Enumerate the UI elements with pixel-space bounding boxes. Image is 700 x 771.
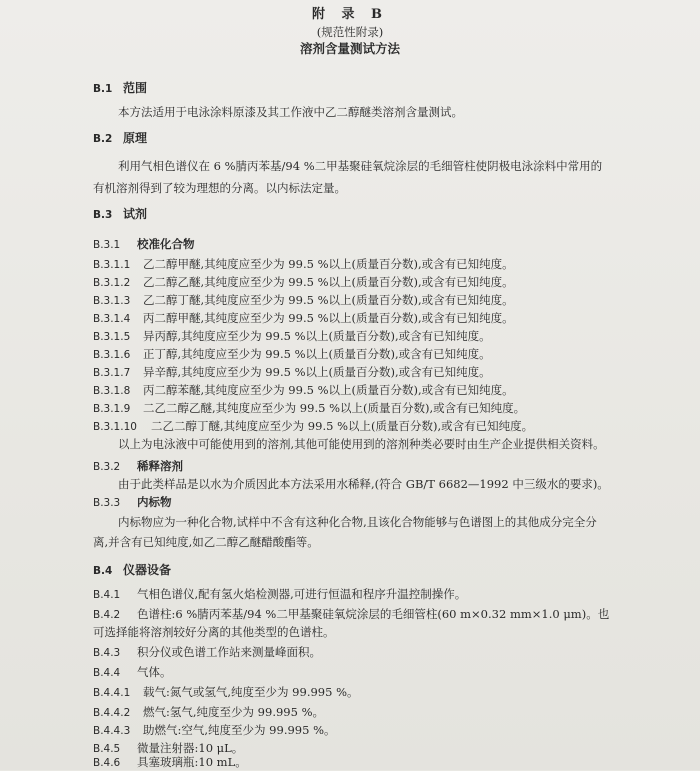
item-text: 丙二醇苯醚,其纯度应至少为 99.5 %以上(质量百分数),或含有已知纯度。	[143, 383, 514, 397]
subsection-number: B.3.3	[93, 497, 121, 509]
section-heading-b1	[93, 80, 147, 97]
item-number: B.4.2	[93, 609, 121, 621]
item-number: B.4.4.3	[93, 725, 131, 737]
list-item	[93, 346, 491, 363]
list-item	[93, 328, 491, 345]
subsection-number: B.3.2	[93, 461, 121, 473]
item-number: B.3.1.3	[93, 295, 131, 307]
item-number: B.4.6	[93, 757, 121, 769]
paragraph-b2-line1: 利用气相色谱仪在 6 %腈丙苯基/94 %二甲基聚硅氧烷涂层的毛细管柱使阴极电泳涂料中常用的	[118, 159, 603, 173]
item-text: 二乙二醇乙醚,其纯度应至少为 99.5 %以上(质量百分数),或含有已知纯度。	[143, 401, 526, 415]
item-text: 异丙醇,其纯度应至少为 99.5 %以上(质量百分数),或含有已知纯度。	[143, 329, 491, 343]
item-number: B.3.1.10	[93, 421, 137, 433]
subsection-b3-1	[93, 236, 195, 253]
list-item	[93, 664, 172, 681]
section-title: 原理	[123, 131, 148, 145]
list-item	[93, 722, 336, 739]
paragraph-b3-3-line1: 内标物应为一种化合物,试样中不含有这种化合物,且该化合物能够与色谱图上的其他成分完全分	[118, 515, 597, 529]
item-number: B.4.4.1	[93, 687, 131, 699]
item-number: B.3.1.2	[93, 277, 131, 289]
paragraph-b3-2: 由于此类样品是以水为介质因此本方法采用水稀释,(符合 GB/T 6682—1992 中三级水的要求)。	[118, 477, 609, 491]
paragraph-b1: 本方法适用于电泳涂料原漆及其工作液中乙二醇醚类溶剂含量测试。	[118, 105, 463, 119]
item-text: 气相色谱仪,配有氢火焰检测器,可进行恒温和程序升温控制操作。	[137, 587, 467, 601]
section-number: B.1	[93, 83, 113, 95]
section-title: 范围	[123, 81, 148, 95]
section-title: 仪器设备	[123, 563, 172, 577]
item-text: 积分仪或色谱工作站来测量峰面积。	[137, 645, 321, 659]
item-text: 乙二醇甲醚,其纯度应至少为 99.5 %以上(质量百分数),或含有已知纯度。	[143, 257, 514, 271]
subsection-b3-3	[93, 494, 172, 511]
item-text: 助燃气:空气,纯度至少为 99.995 %。	[143, 723, 336, 737]
appendix-title: 附 录 B	[311, 7, 389, 22]
list-item	[93, 754, 247, 771]
item-text: 微量注射器:10 μL。	[137, 741, 244, 755]
list-item	[93, 684, 359, 701]
item-text: 色谱柱:6 %腈丙苯基/94 %二甲基聚硅氧烷涂层的毛细管柱(60 m×0.32 mm×1.0 μm)。也	[137, 607, 610, 621]
list-item	[93, 310, 514, 327]
item-number: B.3.1.8	[93, 385, 131, 397]
section-number: B.4	[93, 565, 113, 577]
item-text: 异辛醇,其纯度应至少为 99.5 %以上(质量百分数),或含有已知纯度。	[143, 365, 491, 379]
list-item	[93, 364, 491, 381]
item-number: B.4.5	[93, 743, 121, 755]
subsection-title: 稀释溶剂	[137, 459, 183, 473]
list-item	[93, 274, 514, 291]
section-heading-b2	[93, 130, 147, 147]
item-number: B.4.4.2	[93, 707, 131, 719]
item-text: 乙二醇乙醚,其纯度应至少为 99.5 %以上(质量百分数),或含有已知纯度。	[143, 275, 514, 289]
subsection-title: 校准化合物	[137, 237, 195, 251]
item-number: B.3.1.1	[93, 259, 131, 271]
list-item	[93, 606, 609, 623]
note-paragraph: 以上为电泳液中可能使用到的溶剂,其他可能使用到的溶剂种类必要时由生产企业提供相关资料。	[118, 437, 605, 451]
paragraph-b2-line2: 有机溶剂得到了较为理想的分离。以内标法定量。	[93, 181, 346, 195]
item-text: 乙二醇丁醚,其纯度应至少为 99.5 %以上(质量百分数),或含有已知纯度。	[143, 293, 514, 307]
item-number: B.3.1.7	[93, 367, 131, 379]
item-text: 二乙二醇丁醚,其纯度应至少为 99.5 %以上(质量百分数),或含有已知纯度。	[151, 419, 534, 433]
subsection-b3-2	[93, 458, 183, 475]
item-text: 载气:氮气或氢气,纯度至少为 99.995 %。	[143, 685, 359, 699]
list-item	[93, 256, 514, 273]
item-number: B.3.1.5	[93, 331, 131, 343]
list-item	[93, 382, 514, 399]
item-text: 燃气:氢气,纯度至少为 99.995 %。	[143, 705, 325, 719]
section-number: B.2	[93, 133, 113, 145]
appendix-subtitle: (规范性附录)	[316, 25, 384, 39]
section-number: B.3	[93, 209, 113, 221]
list-item	[93, 400, 525, 417]
list-item	[93, 704, 324, 721]
item-continuation: 可选择能将溶剂较好分离的其他类型的色谱柱。	[93, 625, 335, 639]
item-text: 气体。	[137, 665, 172, 679]
subsection-number: B.3.1	[93, 239, 121, 251]
method-title: 溶剂含量测试方法	[299, 41, 400, 56]
item-text: 正丁醇,其纯度应至少为 99.5 %以上(质量百分数),或含有已知纯度。	[143, 347, 491, 361]
section-heading-b4	[93, 562, 171, 579]
item-text: 具塞玻璃瓶:10 mL。	[137, 755, 247, 769]
list-item	[93, 586, 466, 603]
paragraph-b3-3-line2: 离,并含有已知纯度,如乙二醇乙醚醋酸酯等。	[93, 535, 319, 549]
item-number: B.3.1.9	[93, 403, 131, 415]
item-number: B.4.1	[93, 589, 121, 601]
item-number: B.3.1.4	[93, 313, 131, 325]
item-number: B.3.1.6	[93, 349, 131, 361]
item-number: B.4.3	[93, 647, 121, 659]
appendix-header	[0, 0, 700, 58]
list-item	[93, 418, 533, 435]
subsection-title: 内标物	[137, 495, 172, 509]
section-title: 试剂	[123, 207, 148, 221]
section-heading-b3	[93, 206, 147, 223]
list-item	[93, 644, 321, 661]
item-text: 丙二醇甲醚,其纯度应至少为 99.5 %以上(质量百分数),或含有已知纯度。	[143, 311, 514, 325]
item-number: B.4.4	[93, 667, 121, 679]
list-item	[93, 292, 514, 309]
